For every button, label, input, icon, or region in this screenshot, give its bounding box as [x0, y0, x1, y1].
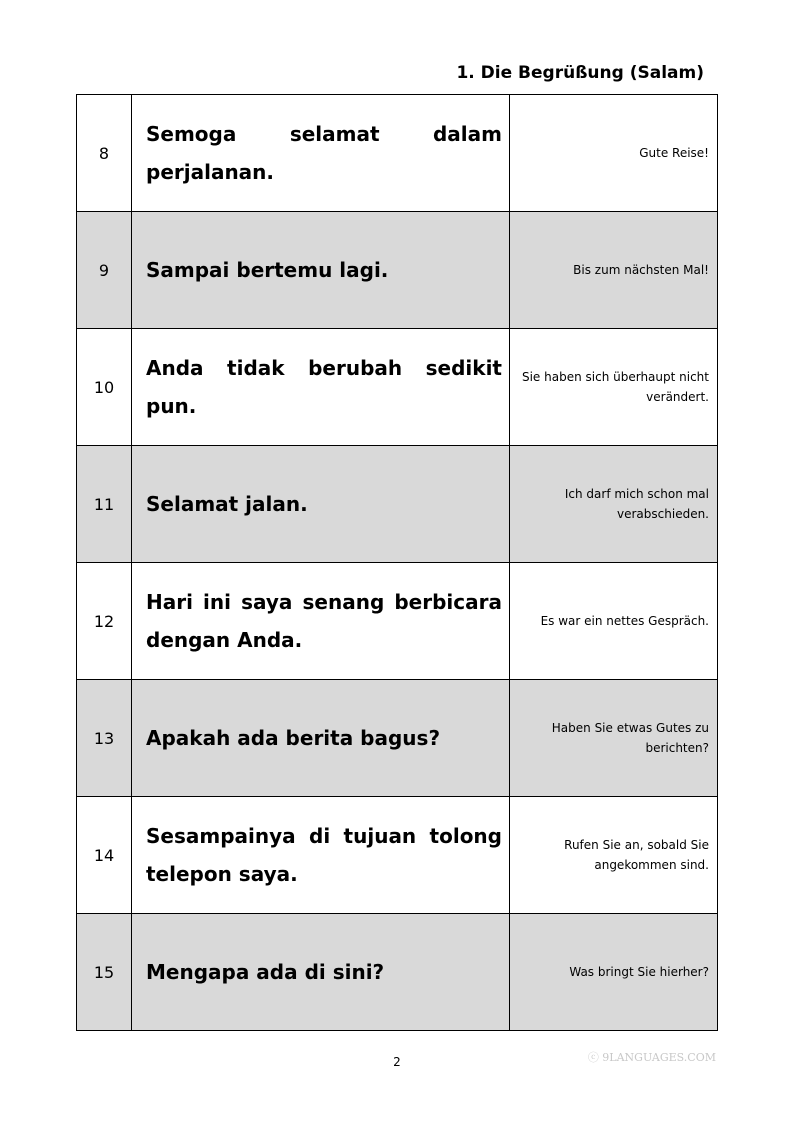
- indonesian-phrase: Sesampainya di tujuan tolong telepon saya.: [132, 797, 510, 914]
- indonesian-phrase: Selamat jalan.: [132, 446, 510, 563]
- indonesian-phrase: Hari ini saya senang berbicara dengan Anda.: [132, 563, 510, 680]
- phrase-table: [76, 94, 718, 1031]
- page-number: 2: [393, 1055, 401, 1069]
- table-row: [77, 446, 718, 563]
- table-row: [77, 563, 718, 680]
- table-row: [77, 329, 718, 446]
- german-translation: Sie haben sich überhaupt nicht verändert.: [510, 329, 718, 446]
- german-translation: Gute Reise!: [510, 95, 718, 212]
- german-translation: Ich darf mich schon mal verabschieden.: [510, 446, 718, 563]
- row-number: 12: [77, 563, 132, 680]
- german-translation: Was bringt Sie hierher?: [510, 914, 718, 1031]
- row-number: 11: [77, 446, 132, 563]
- german-translation: Es war ein nettes Gespräch.: [510, 563, 718, 680]
- table-row: [77, 95, 718, 212]
- table-row: [77, 797, 718, 914]
- table-row: [77, 680, 718, 797]
- indonesian-phrase: Semoga selamat dalam perjalanan.: [132, 95, 510, 212]
- indonesian-phrase: Mengapa ada di sini?: [132, 914, 510, 1031]
- indonesian-phrase: Apakah ada berita bagus?: [132, 680, 510, 797]
- table-row: [77, 212, 718, 329]
- row-number: 14: [77, 797, 132, 914]
- indonesian-phrase: Sampai bertemu lagi.: [132, 212, 510, 329]
- row-number: 9: [77, 212, 132, 329]
- german-translation: Rufen Sie an, sobald Sie angekommen sind.: [510, 797, 718, 914]
- copyright-watermark: ⓒ 9LANGUAGES.COM: [587, 1051, 716, 1064]
- german-translation: Bis zum nächsten Mal!: [510, 212, 718, 329]
- indonesian-phrase: Anda tidak berubah sedikit pun.: [132, 329, 510, 446]
- row-number: 15: [77, 914, 132, 1031]
- chapter-title: 1. Die Begrüßung (Salam): [456, 63, 704, 83]
- german-translation: Haben Sie etwas Gutes zu berichten?: [510, 680, 718, 797]
- row-number: 8: [77, 95, 132, 212]
- row-number: 13: [77, 680, 132, 797]
- table-row: [77, 914, 718, 1031]
- row-number: 10: [77, 329, 132, 446]
